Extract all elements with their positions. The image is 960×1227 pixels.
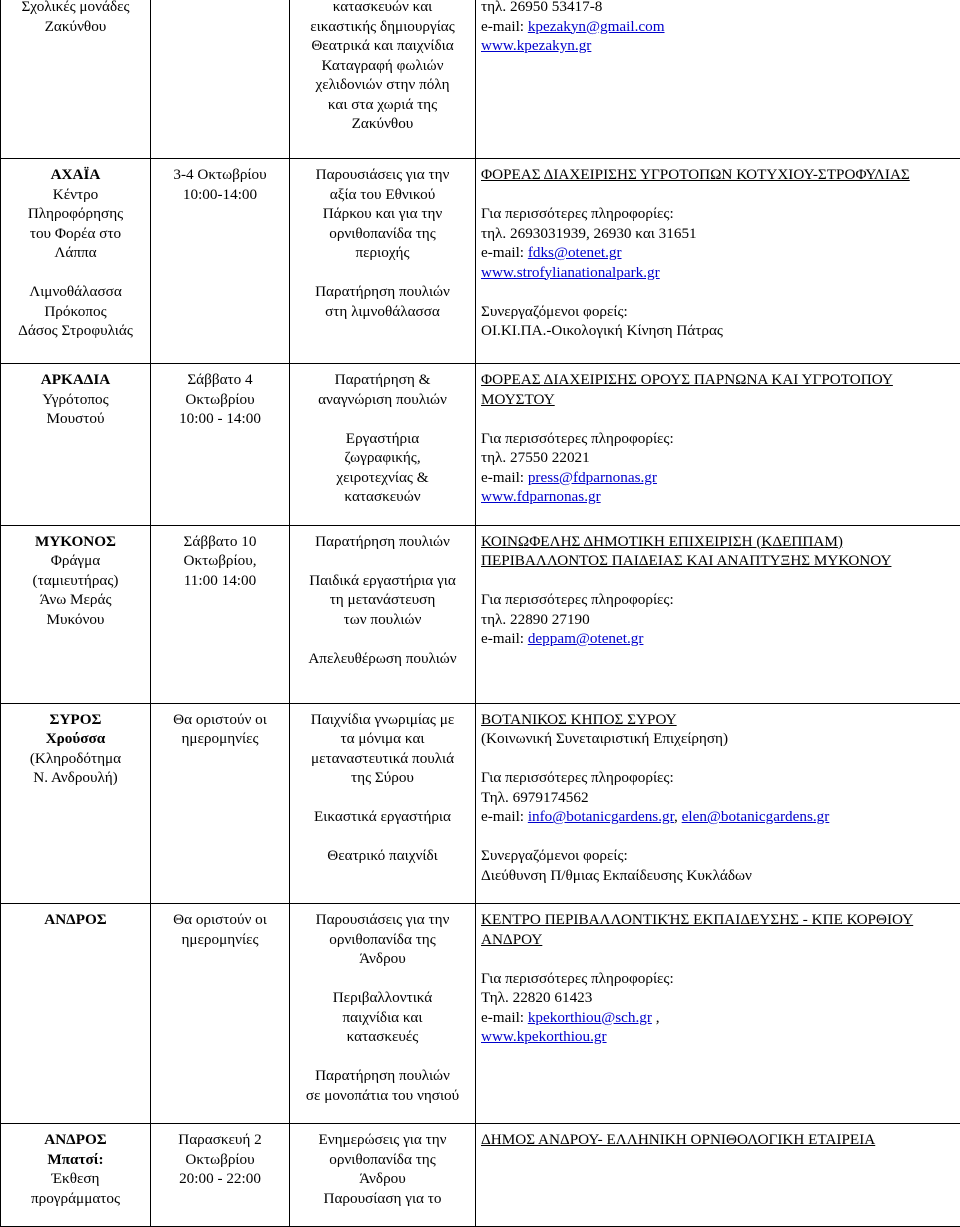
date-line: ημερομηνίες xyxy=(154,729,286,749)
activity-line: Ζακύνθου xyxy=(293,114,472,134)
email-separator: , xyxy=(652,1009,660,1026)
website-line xyxy=(481,263,957,283)
organizer-name: ΚΕΝΤΡΟ ΠΕΡΙΒΑΛΛΟΝΤΙΚΉΣ ΕΚΠΑΙΔΕΥΣΗΣ - ΚΠΕ ΚΟΡΘΙΟΥ ΑΝΔΡΟΥ xyxy=(481,910,957,949)
table-row xyxy=(1,0,960,159)
activity-line: Παρουσιάσεις για την xyxy=(293,165,472,185)
location-line: Μουστού xyxy=(4,409,147,429)
activity-line: ορνιθοπανίδα της xyxy=(293,1150,472,1170)
location-line: Μυκόνου xyxy=(4,610,147,630)
location-cell xyxy=(1,525,151,703)
date-line: Παρασκευή 2 xyxy=(154,1130,286,1150)
spacer xyxy=(481,827,957,847)
table-row xyxy=(1,159,960,364)
activity-line xyxy=(293,1047,472,1067)
table-row xyxy=(1,1124,960,1227)
email-link[interactable]: kpezakyn@gmail.com xyxy=(528,18,665,35)
activity-line: στη λιμνοθάλασσα xyxy=(293,302,472,322)
activities-cell xyxy=(290,525,476,703)
activity-line: τη μετανάστευση xyxy=(293,590,472,610)
location-line: (Κληροδότημα xyxy=(4,749,147,769)
date-line: 11:00 14:00 xyxy=(154,571,286,591)
email-link-2[interactable]: elen@botanicgardens.gr xyxy=(682,808,830,825)
activities-cell xyxy=(290,703,476,904)
location-line: Σχολικές μονάδες xyxy=(4,0,147,17)
location-line: Πληροφόρησης xyxy=(4,204,147,224)
location-cell xyxy=(1,703,151,904)
location-line: Ζακύνθου xyxy=(4,17,147,37)
activity-line: ορνιθοπανίδα της xyxy=(293,224,472,244)
region-name: ΑΝΔΡΟΣ xyxy=(4,1130,147,1150)
website-line xyxy=(481,487,957,507)
activity-line: Παρατήρηση & xyxy=(293,370,472,390)
activity-line: Ενημερώσεις για την xyxy=(293,1130,472,1150)
activity-line xyxy=(293,827,472,847)
date-cell xyxy=(151,364,290,526)
location-line: προγράμματος xyxy=(4,1189,147,1209)
partners-name: ΟΙ.ΚΙ.ΠΑ.-Οικολογική Κίνηση Πάτρας xyxy=(481,321,957,341)
date-cell xyxy=(151,703,290,904)
activity-line: Καταγραφή φωλιών xyxy=(293,56,472,76)
events-table-body xyxy=(1,0,960,1227)
date-line: 10:00-14:00 xyxy=(154,185,286,205)
email-label: e-mail: xyxy=(481,469,528,486)
region-name: ΑΝΔΡΟΣ xyxy=(4,910,147,930)
activity-line xyxy=(293,969,472,989)
email-line xyxy=(481,243,957,263)
activity-line: Παρατήρηση πουλιών xyxy=(293,1066,472,1086)
location-cell xyxy=(1,0,151,159)
organizer-name: ΒΟΤΑΝΙΚΟΣ ΚΗΠΟΣ ΣΥΡΟΥ xyxy=(481,710,957,730)
activities-cell xyxy=(290,0,476,159)
contact-cell xyxy=(476,1124,960,1227)
spacer xyxy=(481,749,957,769)
activity-line: Παρατήρηση πουλιών xyxy=(293,282,472,302)
contact-cell xyxy=(476,364,960,526)
activity-line: και στα χωριά της xyxy=(293,95,472,115)
location-line: Φράγμα xyxy=(4,551,147,571)
date-line: 10:00 - 14:00 xyxy=(154,409,286,429)
location-cell xyxy=(1,364,151,526)
email-line xyxy=(481,17,957,37)
date-line: Θα οριστούν οι xyxy=(154,910,286,930)
email-link[interactable]: kpekorthiou@sch.gr xyxy=(528,1009,652,1026)
email-separator: , xyxy=(674,808,682,825)
activity-line: εικαστικής δημιουργίας xyxy=(293,17,472,37)
organizer-name: ΔΗΜΟΣ ΑΝΔΡΟΥ- ΕΛΛΗΝΙΚΗ ΟΡΝΙΘΟΛΟΓΙΚΗ ΕΤΑΙΡΕΙΑ xyxy=(481,1130,957,1150)
spacer xyxy=(481,185,957,205)
activity-line: μεταναστευτικά πουλιά xyxy=(293,749,472,769)
website-link[interactable]: www.fdparnonas.gr xyxy=(481,488,601,505)
date-line: 20:00 - 22:00 xyxy=(154,1169,286,1189)
date-cell xyxy=(151,1124,290,1227)
location-line: Δάσος Στροφυλιάς xyxy=(4,321,147,341)
email-line xyxy=(481,807,957,827)
activities-cell xyxy=(290,364,476,526)
location-line: Πρόκοπος xyxy=(4,302,147,322)
date-line: Οκτωβρίου xyxy=(154,390,286,410)
contact-cell xyxy=(476,525,960,703)
email-label: e-mail: xyxy=(481,630,528,647)
date-cell xyxy=(151,0,290,159)
more-info-label: Για περισσότερες πληροφορίες: xyxy=(481,969,957,989)
location-line: Ν. Ανδρουλή) xyxy=(4,768,147,788)
activity-line: ορνιθοπανίδα της xyxy=(293,930,472,950)
location-line: Έκθεση xyxy=(4,1169,147,1189)
phone-line: Τηλ. 6979174562 xyxy=(481,788,957,808)
location-cell xyxy=(1,904,151,1124)
activity-line: χειροτεχνίας & xyxy=(293,468,472,488)
activity-line: Θεατρικό παιχνίδι xyxy=(293,846,472,866)
date-line: Θα οριστούν οι xyxy=(154,710,286,730)
table-row xyxy=(1,525,960,703)
site-name: Μπατσί: xyxy=(4,1150,147,1170)
location-line: Κέντρο xyxy=(4,185,147,205)
activity-line: της Σύρου xyxy=(293,768,472,788)
activity-line: Άνδρου xyxy=(293,1169,472,1189)
activity-line xyxy=(293,263,472,283)
more-info-label: Για περισσότερες πληροφορίες: xyxy=(481,590,957,610)
location-line: (ταμιευτήρας) xyxy=(4,571,147,591)
table-row xyxy=(1,904,960,1124)
more-info-label: Για περισσότερες πληροφορίες: xyxy=(481,768,957,788)
activity-line: Άνδρου xyxy=(293,949,472,969)
activity-line: Περιβαλλοντικά xyxy=(293,988,472,1008)
email-label: e-mail: xyxy=(481,1009,528,1026)
activity-line xyxy=(293,409,472,429)
email-label: e-mail: xyxy=(481,244,528,261)
email-line xyxy=(481,468,957,488)
website-link[interactable]: www.kpekorthiou.gr xyxy=(481,1028,607,1045)
activity-line: κατασκευές xyxy=(293,1027,472,1047)
more-info-label: Για περισσότερες πληροφορίες: xyxy=(481,204,957,224)
activity-line: κατασκευών xyxy=(293,487,472,507)
activity-line: Παρατήρηση πουλιών xyxy=(293,532,472,552)
spacer xyxy=(481,571,957,591)
email-link[interactable]: info@botanicgardens.gr xyxy=(528,808,674,825)
date-line: 3-4 Οκτωβρίου xyxy=(154,165,286,185)
activity-line xyxy=(293,788,472,808)
activity-line xyxy=(293,629,472,649)
phone-line: τηλ. 27550 22021 xyxy=(481,448,957,468)
activities-cell xyxy=(290,159,476,364)
activity-line: χελιδονιών στην πόλη xyxy=(293,75,472,95)
phone-line: τηλ. 26950 53417-8 xyxy=(481,0,957,17)
location-line: του Φορέα στο xyxy=(4,224,147,244)
spacer xyxy=(481,409,957,429)
activity-line: παιχνίδια και xyxy=(293,1008,472,1028)
date-line: Σάββατο 4 xyxy=(154,370,286,390)
activity-line: Πάρκου και για την xyxy=(293,204,472,224)
phone-line: τηλ. 22890 27190 xyxy=(481,610,957,630)
date-cell xyxy=(151,159,290,364)
contact-cell xyxy=(476,159,960,364)
date-line: Σάββατο 10 xyxy=(154,532,286,552)
organizer-subtitle: (Κοινωνική Συνεταιριστική Επιχείρηση) xyxy=(481,729,957,749)
date-line: ημερομηνίες xyxy=(154,930,286,950)
activity-line: Θεατρικά και παιχνίδια xyxy=(293,36,472,56)
organizer-name: ΚΟΙΝΩΦΕΛΗΣ ΔΗΜΟΤΙΚΗ ΕΠΙΧΕΙΡΙΣΗ (ΚΔΕΠΠΑΜ) ΠΕΡΙΒΑΛΛΟΝΤΟΣ ΠΑΙΔΕΙΑΣ ΚΑΙ ΑΝΑΠΤΥΞΗΣ ΜΥΚΟΝΟΥ xyxy=(481,532,957,571)
activity-line: περιοχής xyxy=(293,243,472,263)
email-label: e-mail: xyxy=(481,808,528,825)
table-row xyxy=(1,703,960,904)
date-line: Οκτωβρίου xyxy=(154,1150,286,1170)
email-line xyxy=(481,629,957,649)
region-name: ΜΥΚΟΝΟΣ xyxy=(4,532,147,552)
activity-line: κατασκευών και xyxy=(293,0,472,17)
email-link[interactable]: fdks@otenet.gr xyxy=(528,244,622,261)
website-link[interactable]: www.kpezakyn.gr xyxy=(481,37,591,54)
region-name: ΑΧΑΪΑ xyxy=(4,165,147,185)
date-cell xyxy=(151,904,290,1124)
activity-line: Εικαστικά εργαστήρια xyxy=(293,807,472,827)
website-line xyxy=(481,36,957,56)
activity-line: ζωγραφικής, xyxy=(293,448,472,468)
contact-cell xyxy=(476,703,960,904)
website-line xyxy=(481,1027,957,1047)
location-line: Υγρότοπος xyxy=(4,390,147,410)
region-name: ΑΡΚΑΔΙΑ xyxy=(4,370,147,390)
activity-line: αξία του Εθνικού xyxy=(293,185,472,205)
date-cell xyxy=(151,525,290,703)
activity-line: αναγνώριση πουλιών xyxy=(293,390,472,410)
activity-line: Παρουσίαση για το xyxy=(293,1189,472,1209)
location-line: Λιμνοθάλασσα xyxy=(4,282,147,302)
phone-line: τηλ. 2693031939, 26930 και 31651 xyxy=(481,224,957,244)
partners-label: Συνεργαζόμενοι φορείς: xyxy=(481,302,957,322)
email-link[interactable]: press@fdparnonas.gr xyxy=(528,469,657,486)
more-info-label: Για περισσότερες πληροφορίες: xyxy=(481,429,957,449)
activity-line: Εργαστήρια xyxy=(293,429,472,449)
spacer xyxy=(481,282,957,302)
email-link[interactable]: deppam@otenet.gr xyxy=(528,630,644,647)
organizer-name: ΦΟΡΕΑΣ ΔΙΑΧΕΙΡΙΣΗΣ ΟΡΟΥΣ ΠΑΡΝΩΝΑ ΚΑΙ ΥΓΡΟΤΟΠΟΥ ΜΟΥΣΤΟΥ xyxy=(481,370,957,409)
activity-line: Παιδικά εργαστήρια για xyxy=(293,571,472,591)
activity-line: σε μονοπάτια του νησιού xyxy=(293,1086,472,1106)
email-label: e-mail: xyxy=(481,18,528,35)
table-row xyxy=(1,364,960,526)
phone-line: Τηλ. 22820 61423 xyxy=(481,988,957,1008)
activity-line xyxy=(293,551,472,571)
location-cell xyxy=(1,1124,151,1227)
region-name: ΣΥΡΟΣ xyxy=(4,710,147,730)
activity-line: Απελευθέρωση πουλιών xyxy=(293,649,472,669)
site-name: Χρούσσα xyxy=(4,729,147,749)
partners-label: Συνεργαζόμενοι φορείς: xyxy=(481,846,957,866)
website-link[interactable]: www.strofylianationalpark.gr xyxy=(481,264,660,281)
activities-cell xyxy=(290,904,476,1124)
location-line xyxy=(4,263,147,283)
partners-name: Διεύθυνση Π/θμιας Εκπαίδευσης Κυκλάδων xyxy=(481,866,957,886)
activity-line: των πουλιών xyxy=(293,610,472,630)
activity-line: Παιχνίδια γνωριμίας με xyxy=(293,710,472,730)
location-line: Άνω Μεράς xyxy=(4,590,147,610)
location-cell xyxy=(1,159,151,364)
activity-line: Παρουσιάσεις για την xyxy=(293,910,472,930)
activity-line: τα μόνιμα και xyxy=(293,729,472,749)
activities-cell xyxy=(290,1124,476,1227)
contact-cell xyxy=(476,904,960,1124)
date-line: Οκτωβρίου, xyxy=(154,551,286,571)
email-line xyxy=(481,1008,957,1028)
location-line: Λάππα xyxy=(4,243,147,263)
spacer xyxy=(481,949,957,969)
organizer-name: ΦΟΡΕΑΣ ΔΙΑΧΕΙΡΙΣΗΣ ΥΓΡΟΤΟΠΩΝ ΚΟΤΥΧΙΟΥ-ΣΤΡΟΦΥΛΙΑΣ xyxy=(481,165,957,185)
contact-cell xyxy=(476,0,960,159)
